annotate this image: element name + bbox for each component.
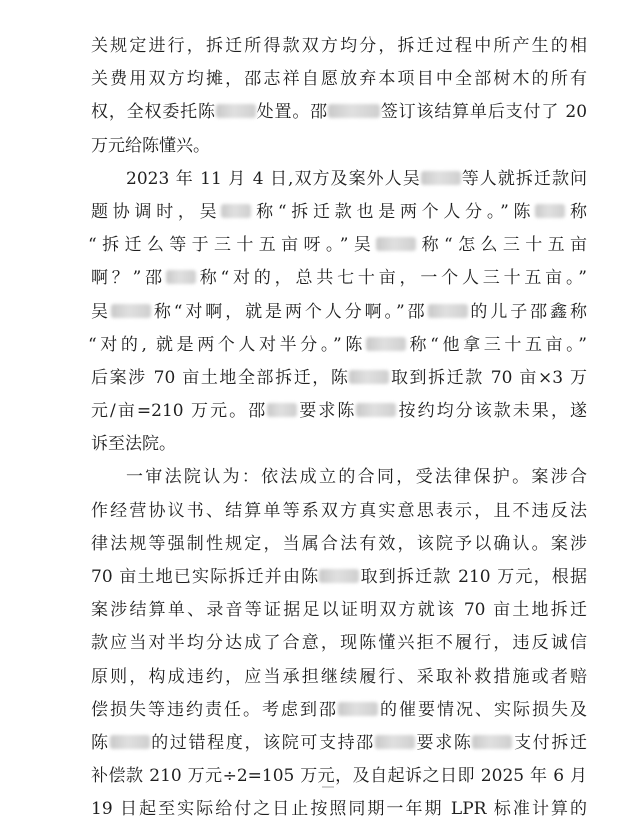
redacted-name (319, 569, 359, 583)
text-line: 律法规等强制性规定，当属合法有效，该院予以确认。案涉 (91, 533, 587, 554)
redacted-name (110, 735, 150, 749)
redacted-name (356, 403, 396, 417)
paragraph-1 (91, 30, 587, 163)
redacted-name (267, 403, 297, 417)
text-line: 2023 年 11 月 4 日,双方及案外人吴 等人就拆迁款问 (126, 168, 587, 189)
text-line: 题协调时，吴 称“拆迁款也是两个人分。”陈 称 (91, 201, 588, 222)
paragraph-2 (88, 163, 588, 462)
text-line: 诉至法院。 (91, 434, 176, 455)
paragraph-3 (91, 461, 587, 826)
text-line: “拆迁么等于三十五亩呀。”吴 称“怎么三十五亩 (88, 235, 587, 256)
text-line: 偿损失等违约责任。考虑到邵 的催要情况、实际损失及 (91, 699, 587, 720)
redacted-name (166, 270, 196, 284)
redacted-name (535, 204, 565, 218)
page-edge-mark (322, 786, 334, 788)
text-line: 吴 称“对啊，就是两个人分啊。”邵 的儿子邵鑫称 (91, 301, 588, 322)
text-line: 19 日起至实际给付之日止按照同期一年期 LPR 标准计算的 (91, 799, 587, 820)
text-line: 一审法院认为：依法成立的合同，受法律保护。案涉合 (126, 467, 587, 488)
redacted-name (216, 104, 256, 118)
redacted-name (421, 171, 461, 185)
redacted-name (338, 702, 378, 716)
redacted-name (111, 304, 151, 318)
text-line: 权，全权委托陈 处置。邵 签订该结算单后支付了 20 (91, 102, 588, 123)
text-line: 款应当对半均分达成了合意，现陈懂兴拒不履行，违反诚信 (91, 633, 587, 654)
text-line: 作经营协议书、结算单等系双方真实意思表示，且不违反法 (91, 500, 587, 521)
text-line: 案涉结算单、录音等证据足以证明双方就该 70 亩土地拆迁 (91, 600, 587, 621)
text-line: 啊？”邵 称“对的，总共七十亩，一个人三十五亩。” (91, 268, 587, 289)
text-line: 原则，构成违约，应当承担继续履行、采取补救措施或者赔 (91, 666, 587, 687)
redacted-name (375, 735, 415, 749)
text-line: 后案涉 70 亩土地全部拆迁，陈 取到拆迁款 70 亩×3 万 (91, 367, 587, 388)
text-line: 元/亩=210 万元。邵 要求陈 按约均分该款未果，遂 (91, 401, 588, 422)
redacted-name (376, 237, 416, 251)
redacted-name (221, 204, 251, 218)
redacted-name (328, 104, 380, 118)
text-line: 陈 的过错程度，该院可支持邵 要求陈 支付拆迁 (91, 732, 588, 753)
text-line: 关规定进行，拆迁所得款双方均分，拆迁过程中所产生的相 (91, 36, 587, 56)
redacted-name (472, 735, 512, 749)
text-line: 万元给陈懂兴。 (91, 135, 210, 156)
text-line: 70 亩土地已实际拆迁并由陈 取到拆迁款 210 万元，根据 (91, 567, 587, 587)
redacted-name (349, 370, 389, 384)
text-line: “对的, 就是两个人对半分。”陈 称“他拿三十五亩。” (88, 334, 587, 355)
text-line: 关费用双方均摊，邵志祥自愿放弃本项目中全部树木的所有 (91, 69, 587, 90)
redacted-name (428, 304, 468, 318)
text-line: 补偿款 210 万元÷2=105 万元，及自起诉之日即 2025 年 6 月 (91, 766, 587, 787)
redacted-name (366, 337, 406, 351)
